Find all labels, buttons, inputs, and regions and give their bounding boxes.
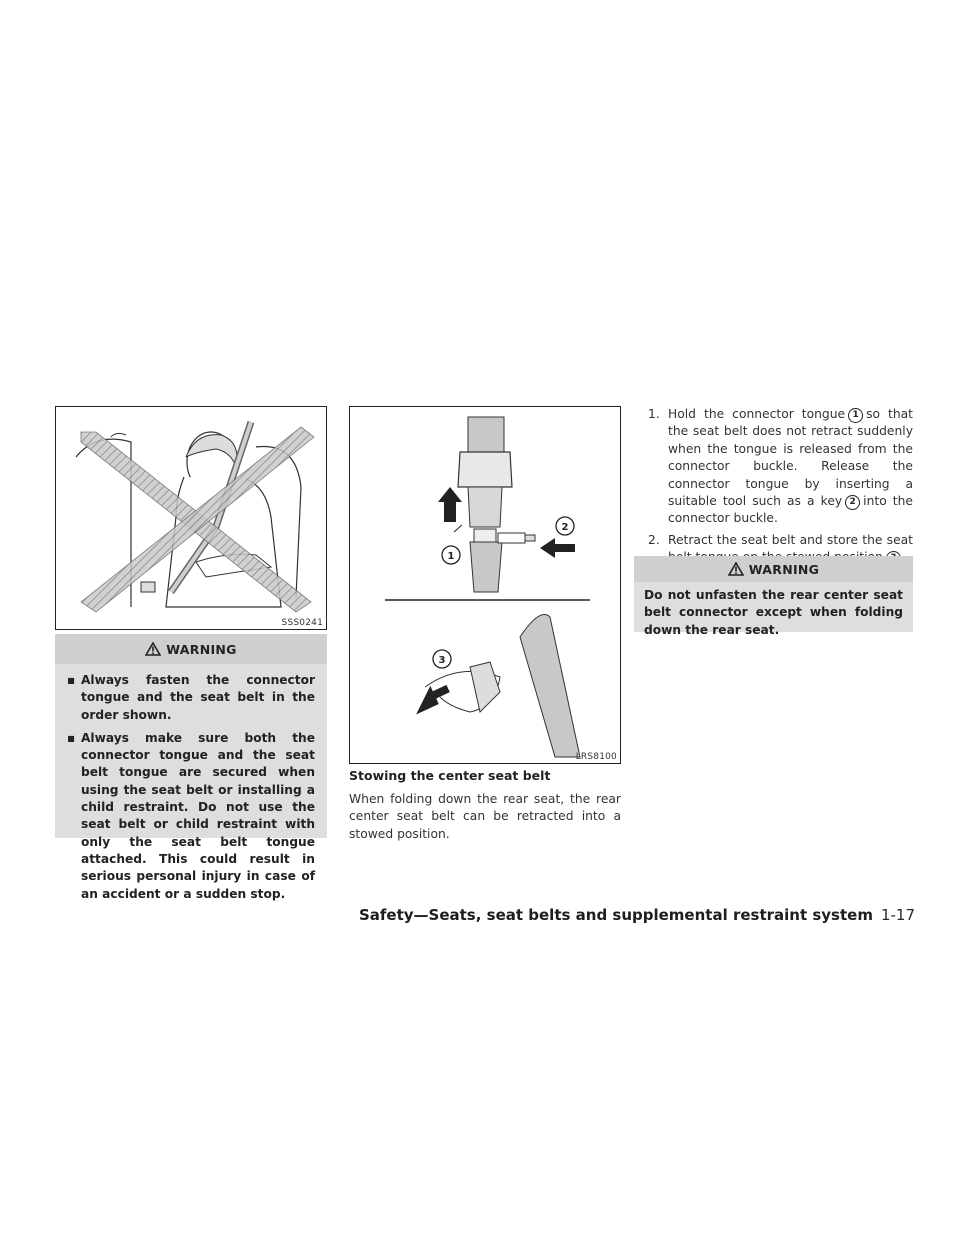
warning-text: Do not unfasten the rear center seat belt connector except when folding down the rear seat.: [644, 588, 903, 637]
section-heading: Stowing the center seat belt: [349, 768, 551, 783]
callout-2: 2: [561, 522, 569, 533]
figure-code: SSS0241: [281, 618, 323, 628]
warning-bullet: ▪ Always make sure both the connector tongue and the seat belt tongue are secured when using the seat belt or installing a child restraint. Do not use the seat belt or child restraint with only the seat belt tongue attached. This could result in serious personal injury in case of an accident or a sudden stop.: [67, 730, 315, 901]
seat-belt-illustration: [56, 407, 326, 629]
callout-3: 3: [438, 655, 446, 666]
section-paragraph: When folding down the rear seat, the rear center seat belt can be retracted into a stowed position.: [349, 792, 621, 841]
warning-triangle-icon: [728, 562, 744, 576]
callout-ref-icon: 2: [845, 495, 860, 510]
page-number: 1-17: [880, 906, 915, 924]
callout-1: 1: [447, 551, 455, 562]
warning-triangle-icon: [145, 642, 161, 656]
figure-stowing-belt: [349, 406, 621, 764]
stowing-belt-illustration: [350, 407, 620, 763]
warning-title: WARNING: [55, 634, 327, 664]
warning-title: WARNING: [634, 556, 913, 582]
warning-box-right: [634, 556, 913, 637]
figure-seat-belt-warning: [55, 406, 327, 630]
figure-code: LRS8100: [575, 752, 617, 762]
step-2: 2. Retract the seat belt and store the seat: [648, 532, 913, 567]
footer-title: Safety—Seats, seat belts and supplemental restraint system: [358, 906, 873, 924]
callout-ref-icon: 1: [848, 408, 863, 423]
warning-bullet: ▪ Always fasten the connector tongue and the seat belt in the order shown.: [67, 673, 315, 722]
warning-box-left: [55, 634, 327, 901]
step-1: 1. Hold the connector tongue 1 so that the seat belt does not retract suddenly when the tongue is released from the connector buckle. Release the connector tongue by inserting a suitable tool such as a key 2 into the connector buckle.: [648, 407, 913, 526]
page-footer: [359, 905, 915, 924]
